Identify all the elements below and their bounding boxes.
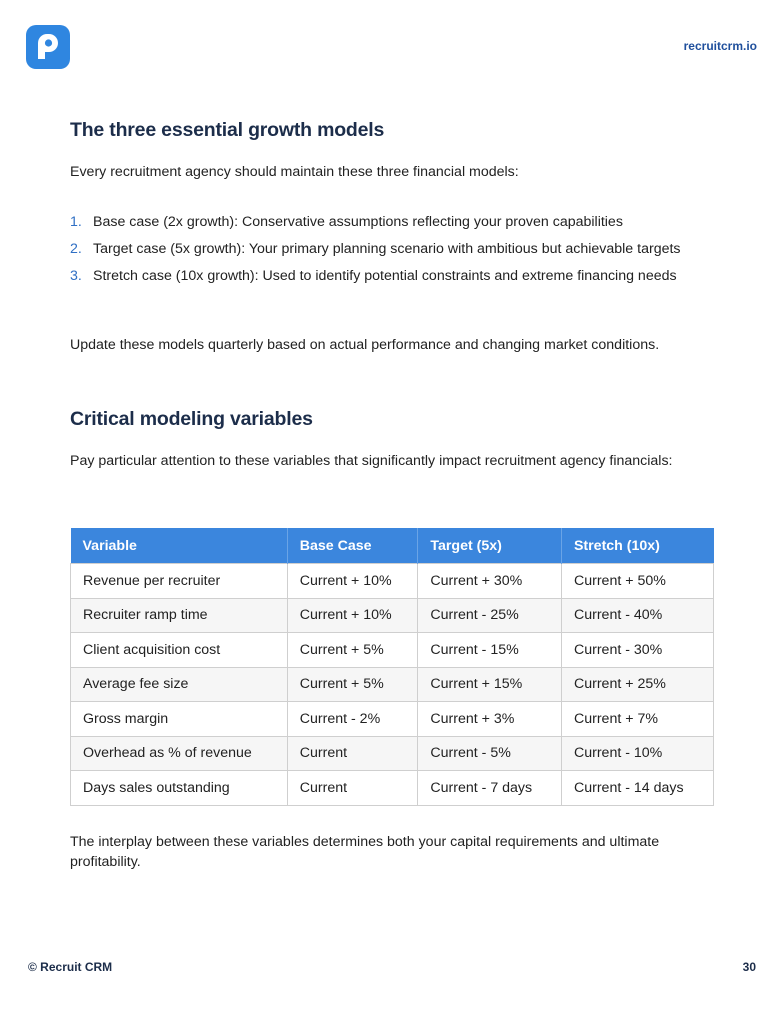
table-cell: Client acquisition cost: [71, 633, 288, 668]
modeling-variables-outro: The interplay between these variables determines both your capital requirements and ultimate profitability.: [70, 834, 660, 870]
logo-mark: [26, 25, 70, 69]
table-cell: Current: [287, 736, 418, 771]
column-header: Target (5x): [418, 528, 562, 564]
table-row: [71, 771, 714, 806]
modeling-variables-intro: Pay particular attention to these variables that significantly impact recruitment agency financials:: [70, 453, 673, 469]
table-header-row: [71, 528, 714, 564]
list-number: 1.: [70, 214, 82, 230]
table-row: [71, 736, 714, 771]
list-number: 2.: [70, 241, 82, 257]
table-cell: Current - 5%: [418, 736, 562, 771]
recruit-crm-logo-icon: [26, 25, 70, 69]
table-cell: Current - 14 days: [561, 771, 713, 806]
table-cell: Average fee size: [71, 667, 288, 702]
site-url[interactable]: recruitcrm.io: [683, 39, 757, 53]
growth-models-outro: Update these models quarterly based on actual performance and changing market conditions.: [70, 337, 660, 353]
table-row: [71, 633, 714, 668]
table-cell: Current + 15%: [418, 667, 562, 702]
table-row: [71, 702, 714, 737]
table-cell: Current - 10%: [561, 736, 713, 771]
table-cell: Overhead as % of revenue: [71, 736, 288, 771]
list-item: [70, 239, 720, 259]
table-cell: Current - 7 days: [418, 771, 562, 806]
list-item: [70, 212, 720, 232]
table-cell: Current + 10%: [287, 598, 418, 633]
column-header: Base Case: [287, 528, 418, 564]
list-text: Target case (5x growth): Your primary planning scenario with ambitious but achievable targets: [93, 241, 681, 257]
column-header: Variable: [71, 528, 288, 564]
table-cell: Current: [287, 771, 418, 806]
column-header: Stretch (10x): [561, 528, 713, 564]
list-item: [70, 266, 720, 286]
page-number: 30: [742, 960, 756, 974]
table-cell: Current + 25%: [561, 667, 713, 702]
table-cell: Revenue per recruiter: [71, 564, 288, 599]
table-cell: Current + 50%: [561, 564, 713, 599]
list-text: Stretch case (10x growth): Used to identify potential constraints and extreme financing needs: [93, 268, 677, 284]
table-cell: Current - 2%: [287, 702, 418, 737]
table-cell: Current + 30%: [418, 564, 562, 599]
table-cell: Current - 40%: [561, 598, 713, 633]
heading-growth-models: The three essential growth models: [70, 119, 385, 141]
table-cell: Current + 5%: [287, 633, 418, 668]
table-cell: Current - 25%: [418, 598, 562, 633]
growth-models-intro: Every recruitment agency should maintain these three financial models:: [70, 164, 519, 180]
table-row: [71, 564, 714, 599]
table-cell: Current + 5%: [287, 667, 418, 702]
table-cell: Gross margin: [71, 702, 288, 737]
table-row: [71, 667, 714, 702]
table-cell: Current - 30%: [561, 633, 713, 668]
growth-models-list: [70, 212, 720, 293]
table-cell: Recruiter ramp time: [71, 598, 288, 633]
list-text: Base case (2x growth): Conservative assumptions reflecting your proven capabilities: [93, 214, 623, 230]
table-cell: Current - 15%: [418, 633, 562, 668]
heading-modeling-variables: Critical modeling variables: [70, 408, 313, 430]
table-cell: Current + 7%: [561, 702, 713, 737]
footer-copyright: © Recruit CRM: [28, 960, 113, 974]
table-row: [71, 598, 714, 633]
table-cell: Days sales outstanding: [71, 771, 288, 806]
table-cell: Current + 10%: [287, 564, 418, 599]
table-cell: Current + 3%: [418, 702, 562, 737]
modeling-variables-table: [70, 528, 714, 806]
list-number: 3.: [70, 268, 82, 284]
